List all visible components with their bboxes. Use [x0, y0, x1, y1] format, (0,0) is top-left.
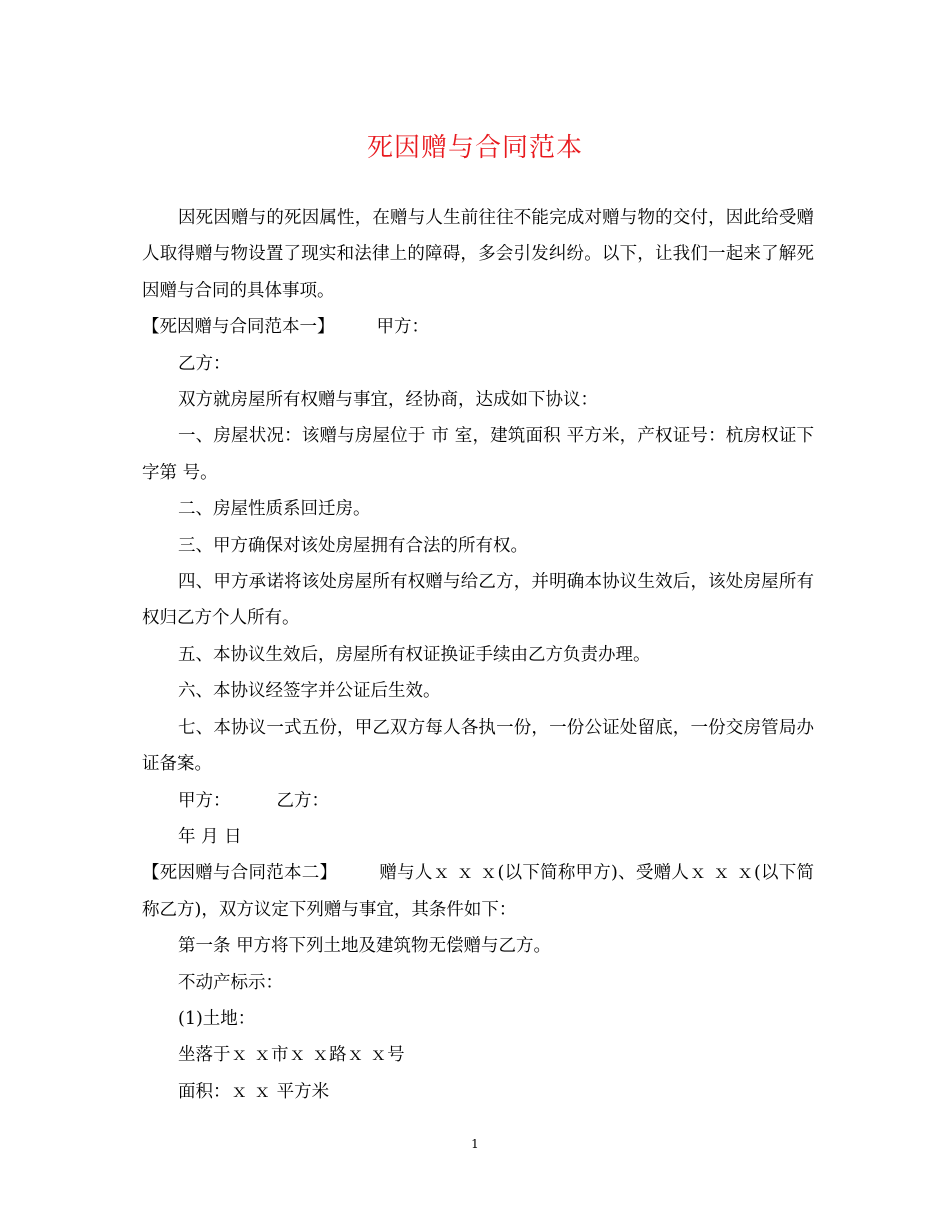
area-line: 面积：ｘ ｘ 平方米 — [178, 1081, 330, 1102]
sample-two-text: 赠与人ｘ ｘ ｘ(以下简称甲方)、受赠人ｘ ｘ ｘ(以下简称乙方)，双方议定下列赠与事宜，其条件如下： — [142, 863, 814, 920]
clause-4: 四、甲方承诺将该处房屋所有权赠与给乙方，并明确本协议生效后，该处房屋所有权归乙方个人所有。 — [142, 572, 814, 629]
intro-paragraph: 因死因赠与的死因属性，在赠与人生前往往不能完成对赠与物的交付，因此给受赠人取得赠与物设置了现实和法律上的障碍，多会引发纠纷。以下，让我们一起来了解死因赠与合同的具体事项。 — [142, 208, 814, 301]
sample-one-heading-line — [142, 309, 814, 345]
sample-one-party-a: 甲方： — [376, 317, 429, 338]
signature-party-a: 甲方： — [178, 790, 231, 811]
sample-two-paragraph — [142, 855, 814, 928]
party-b-line: 乙方： — [178, 353, 231, 374]
document-title: 死因赠与合同范本 — [366, 133, 583, 163]
clause-3: 三、甲方确保对该处房屋拥有合法的所有权。 — [178, 535, 528, 556]
article-1: 第一条 甲方将下列土地及建筑物无偿赠与乙方。 — [178, 936, 552, 957]
page-number: 1 — [471, 1137, 479, 1151]
clause-2: 二、房屋性质系回迁房。 — [178, 499, 371, 520]
sample-two-heading: 【死因赠与合同范本二】 — [142, 863, 338, 884]
document-body — [142, 200, 814, 1110]
property-label: 不动产标示： — [178, 972, 283, 993]
sample-one-heading: 【死因赠与合同范本一】 — [142, 317, 335, 338]
date-line: 年 月 日 — [178, 826, 242, 847]
signature-party-b: 乙方： — [276, 790, 329, 811]
location-line: 坐落于ｘ ｘ市ｘ ｘ路ｘ ｘ号 — [178, 1045, 405, 1066]
agreement-intro: 双方就房屋所有权赠与事宜，经协商，达成如下协议： — [178, 390, 598, 411]
clause-5: 五、本协议生效后，房屋所有权证换证手续由乙方负责办理。 — [178, 644, 651, 665]
land-label: (1)土地： — [178, 1008, 256, 1029]
signature-line — [142, 783, 814, 819]
clause-1: 一、房屋状况：该赠与房屋位于 市 室，建筑面积 平方米，产权证号：杭房权证下字第 号。 — [142, 426, 814, 483]
clause-6: 六、本协议经签字并公证后生效。 — [178, 681, 441, 702]
clause-7: 七、本协议一式五份，甲乙双方每人各执一份，一份公证处留底，一份交房管局办证备案。 — [142, 717, 814, 775]
